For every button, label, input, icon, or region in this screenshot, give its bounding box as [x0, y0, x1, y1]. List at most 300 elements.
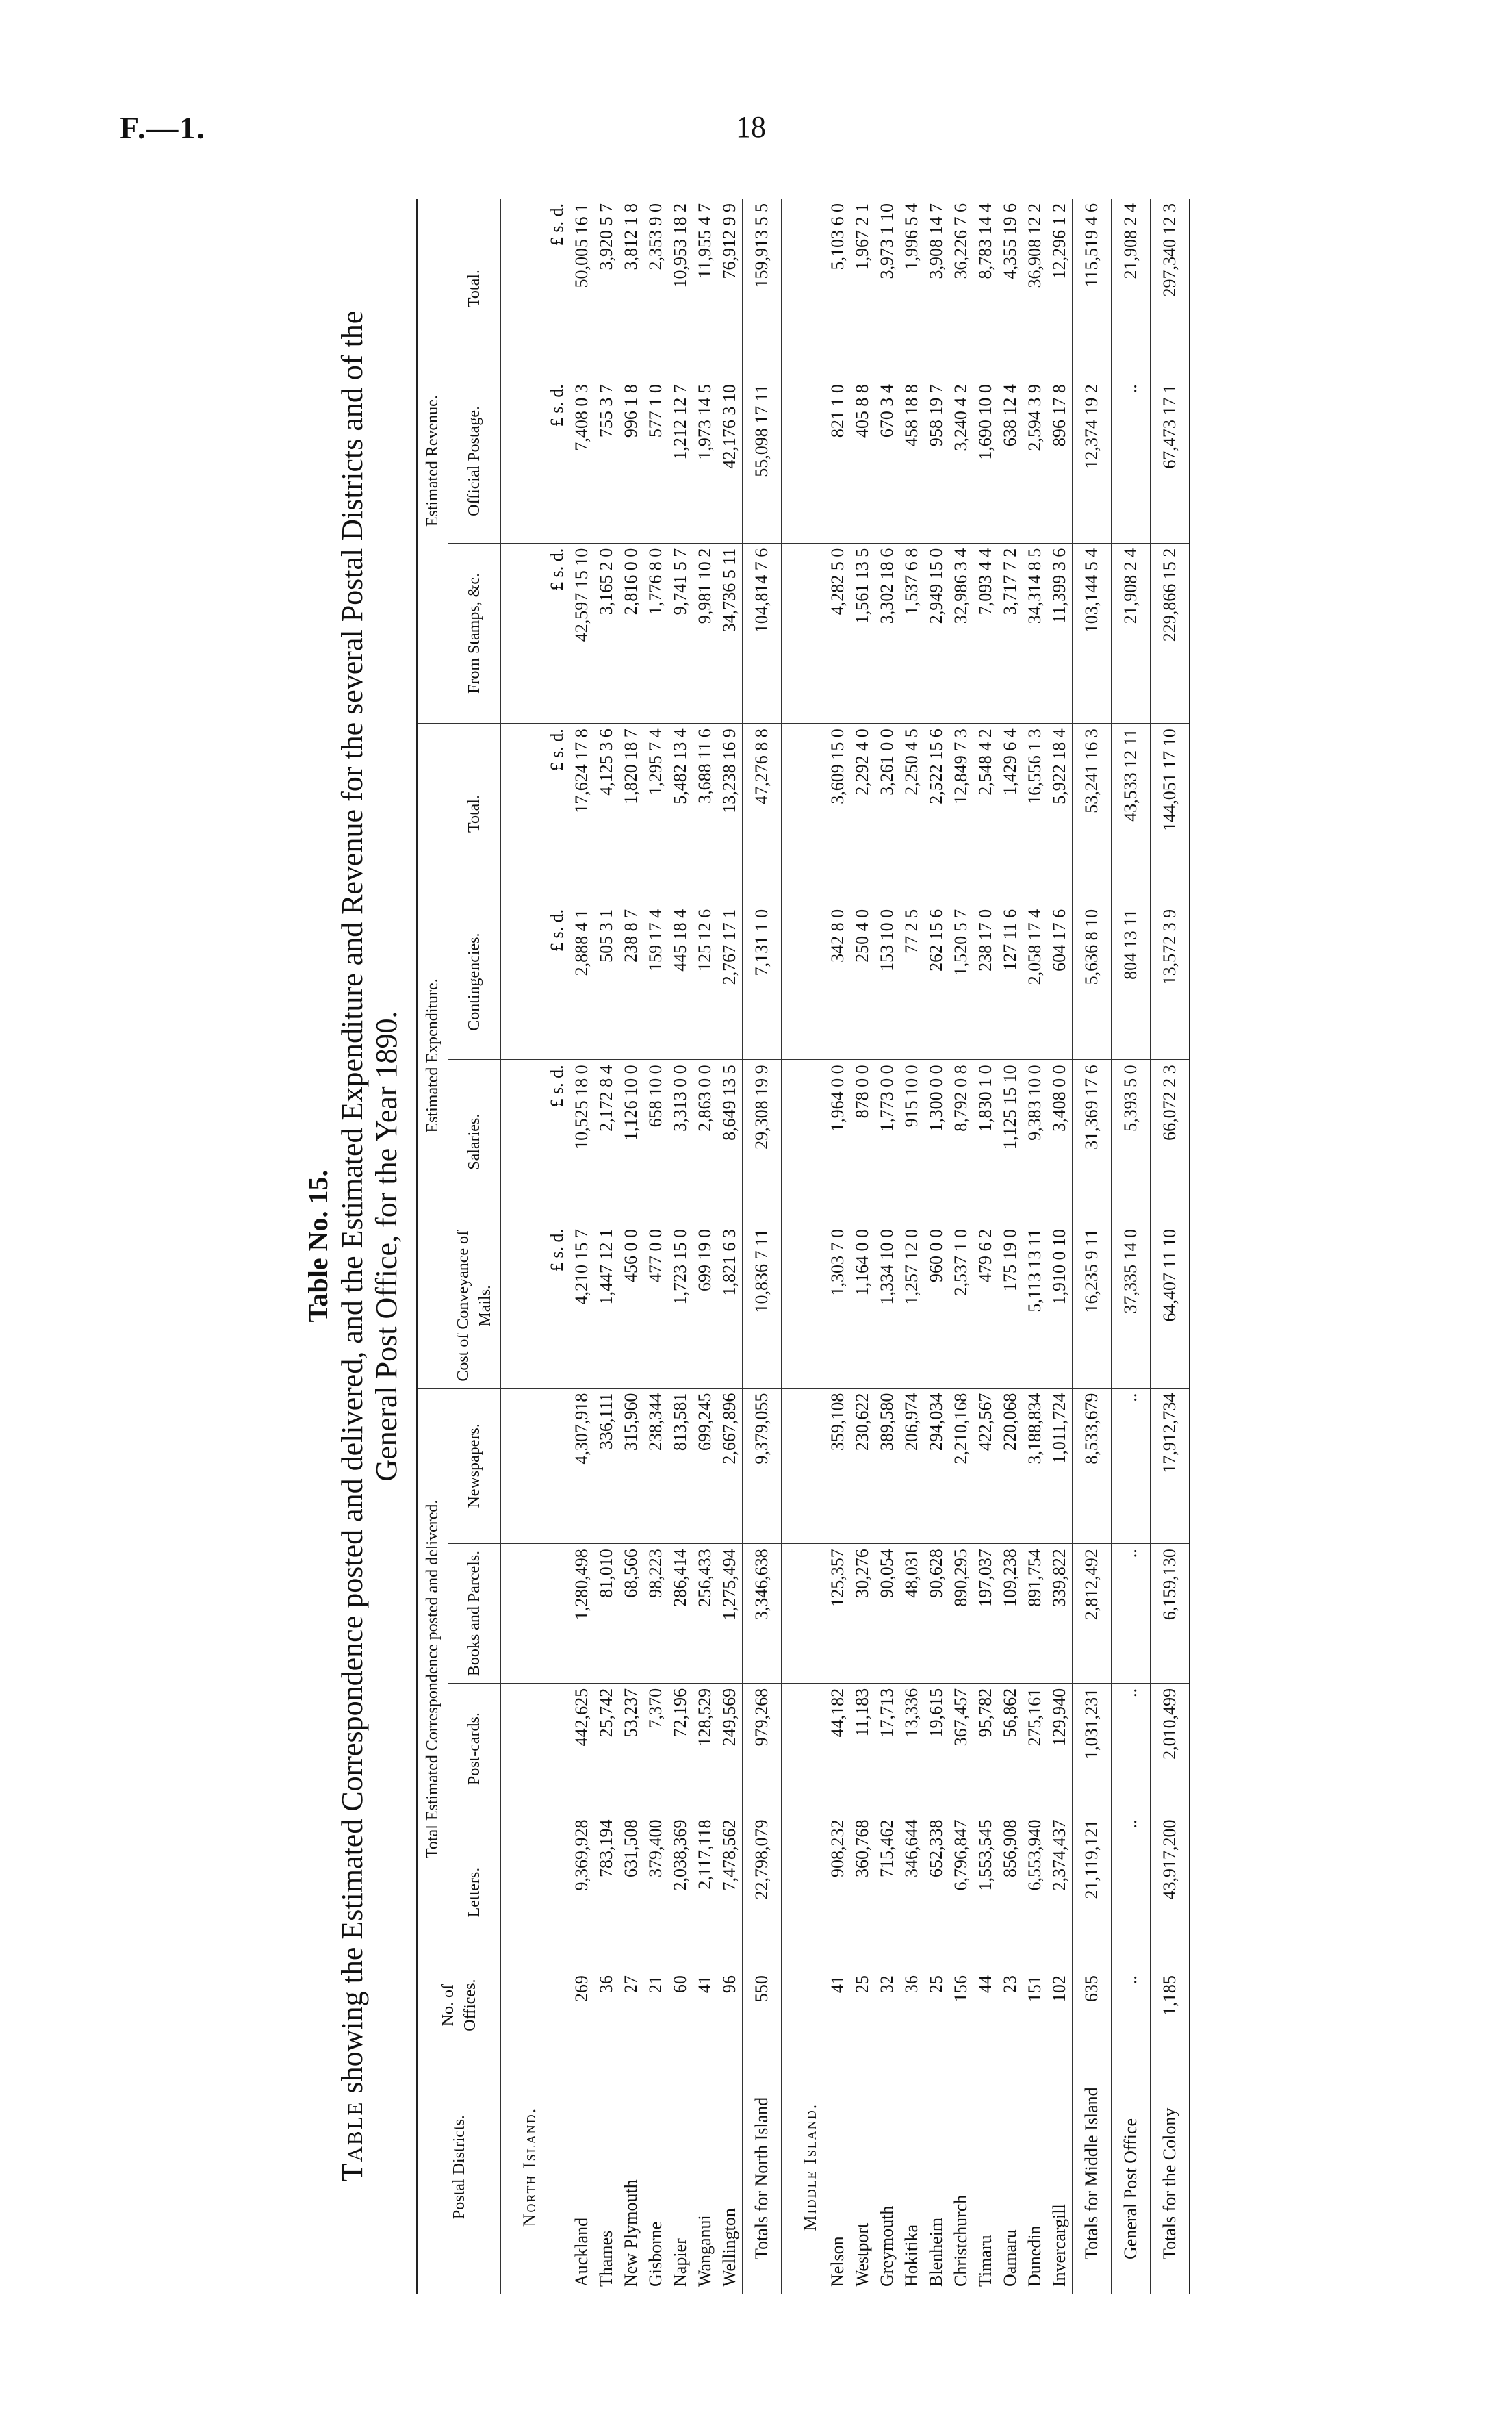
district-name: Thames [596, 2230, 616, 2287]
data-cell: 2,250 4 5 [899, 724, 924, 904]
data-cell: 95,782 [973, 1683, 998, 1814]
data-cell: 11,955 4 7 [693, 199, 717, 379]
empty-cell [501, 1970, 546, 2040]
data-cell: 3,973 1 10 [875, 199, 899, 379]
data-cell: 1,429 6 4 [998, 724, 1023, 904]
section-heading-row [782, 199, 826, 2294]
gpo-cell: .. [1112, 1388, 1151, 1544]
gpo-label: General Post Office [1112, 2040, 1151, 2294]
table-row [594, 199, 619, 2294]
caption-line-2: General Post Office, for the Year 1890. [370, 1011, 403, 1482]
district-name: Greymouth [877, 2205, 897, 2287]
data-cell: 1,280,498 [569, 1544, 594, 1684]
data-cell: 44 [973, 1970, 998, 2040]
data-cell: 36 [899, 1970, 924, 2040]
data-cell: 577 1 0 [643, 379, 668, 544]
data-cell: 3,408 0 0 [1047, 1060, 1073, 1224]
total-cell: 104,814 7 6 [743, 543, 782, 724]
data-cell: 2,949 15 0 [924, 543, 949, 724]
gpo-cell: .. [1112, 379, 1151, 544]
data-cell: 16,556 1 3 [1023, 724, 1047, 904]
data-cell: 1,257 12 0 [899, 1224, 924, 1389]
data-cell: 53,237 [619, 1683, 643, 1814]
data-cell: 36 [594, 1970, 619, 2040]
data-cell: 1,125 15 10 [998, 1060, 1023, 1224]
district-name: Wanganui [695, 2215, 715, 2287]
district-name: Blenheim [926, 2217, 946, 2287]
data-cell: 389,580 [875, 1388, 899, 1544]
data-cell: 275,161 [1023, 1683, 1047, 1814]
data-cell: 652,338 [924, 1814, 949, 1970]
table-row [619, 199, 643, 2294]
data-cell: 1,723 15 0 [668, 1224, 693, 1389]
data-cell: 10,525 18 0 [569, 1060, 594, 1224]
data-cell: 27 [619, 1970, 643, 2040]
data-cell: 2,594 3 9 [1023, 379, 1047, 544]
data-cell: 360,768 [850, 1814, 875, 1970]
data-cell: 1,126 10 0 [619, 1060, 643, 1224]
table-row [1023, 199, 1047, 2294]
col-postcards: Post-cards. [448, 1683, 501, 1814]
empty-cell [501, 904, 546, 1060]
data-cell: 3,165 2 0 [594, 543, 619, 724]
total-cell: 635 [1073, 1970, 1112, 2040]
colony-cell: 1,185 [1151, 1970, 1190, 2040]
empty-cell [501, 724, 546, 904]
empty-cell [782, 1224, 826, 1389]
empty-cell [782, 1970, 826, 2040]
data-cell: 1,334 10 0 [875, 1224, 899, 1389]
empty-cell [782, 1544, 826, 1684]
table-row [668, 199, 693, 2294]
data-cell: 2,863 0 0 [693, 1060, 717, 1224]
empty-cell [782, 379, 826, 544]
col-postage: Official Postage. [448, 379, 501, 544]
lsd-unit-label: £ s. d. [545, 904, 569, 1060]
data-cell: 3,717 7 2 [998, 543, 1023, 724]
empty-cell [545, 1683, 569, 1814]
data-cell: 658 10 0 [643, 1060, 668, 1224]
data-cell: 90,054 [875, 1544, 899, 1684]
data-cell: 908,232 [825, 1814, 850, 1970]
total-cell: 3,346,638 [743, 1544, 782, 1684]
data-cell: 1,973 14 5 [693, 379, 717, 544]
data-cell: 1,553,545 [973, 1814, 998, 1970]
data-cell: 958 19 7 [924, 379, 949, 544]
district-name: Dunedin [1025, 2225, 1045, 2287]
data-cell: 8,792 0 8 [949, 1060, 973, 1224]
data-cell: 1,300 0 0 [924, 1060, 949, 1224]
data-cell: 2,522 15 6 [924, 724, 949, 904]
table-body [501, 199, 1190, 2294]
data-cell: 379,400 [643, 1814, 668, 1970]
colony-cell: 6,159,130 [1151, 1544, 1190, 1684]
table-row [825, 199, 850, 2294]
table-row [998, 199, 1023, 2294]
data-cell: 68,566 [619, 1544, 643, 1684]
data-cell: 5,103 6 0 [825, 199, 850, 379]
lsd-unit-label: £ s. d. [545, 379, 569, 544]
colony-cell: 43,917,200 [1151, 1814, 1190, 1970]
data-cell: 996 1 8 [619, 379, 643, 544]
data-cell: 1,537 6 8 [899, 543, 924, 724]
colony-cell: 13,572 3 9 [1151, 904, 1190, 1060]
total-cell: 7,131 1 0 [743, 904, 782, 1060]
data-cell: 2,058 17 4 [1023, 904, 1047, 1060]
data-cell: 1,520 5 7 [949, 904, 973, 1060]
total-label: Totals for North Island [743, 2040, 782, 2294]
gpo-cell: 37,335 14 0 [1112, 1224, 1151, 1389]
data-cell: 230,622 [850, 1388, 875, 1544]
data-cell: 2,888 4 1 [569, 904, 594, 1060]
total-cell: 16,235 9 11 [1073, 1224, 1112, 1389]
data-cell: 156 [949, 1970, 973, 2040]
data-cell: 3,188,834 [1023, 1388, 1047, 1544]
total-cell: 159,913 5 5 [743, 199, 782, 379]
data-cell: 128,529 [693, 1683, 717, 1814]
total-cell: 47,276 8 8 [743, 724, 782, 904]
data-cell: 9,369,928 [569, 1814, 594, 1970]
data-cell: 2,816 0 0 [619, 543, 643, 724]
data-cell: 8,783 14 4 [973, 199, 998, 379]
data-cell: 12,296 1 2 [1047, 199, 1073, 379]
table-row [899, 199, 924, 2294]
data-cell: 77 2 5 [899, 904, 924, 1060]
data-cell: 48,031 [899, 1544, 924, 1684]
data-cell: 856,908 [998, 1814, 1023, 1970]
data-cell: 269 [569, 1970, 594, 2040]
data-cell: 9,981 10 2 [693, 543, 717, 724]
total-cell: 2,812,492 [1073, 1544, 1112, 1684]
data-cell: 891,754 [1023, 1544, 1047, 1684]
data-cell: 342 8 0 [825, 904, 850, 1060]
document-reference: F.—1. [120, 110, 206, 145]
total-cell: 115,519 4 6 [1073, 199, 1112, 379]
data-cell: 783,194 [594, 1814, 619, 1970]
data-cell: 715,462 [875, 1814, 899, 1970]
district-name: Christchurch [951, 2194, 971, 2287]
empty-cell [501, 1388, 546, 1544]
data-cell: 256,433 [693, 1544, 717, 1684]
table-row [693, 199, 717, 2294]
data-cell: 505 3 1 [594, 904, 619, 1060]
data-cell: 127 11 6 [998, 904, 1023, 1060]
data-cell: 30,276 [850, 1544, 875, 1684]
data-cell: 4,125 3 6 [594, 724, 619, 904]
colony-label: Totals for the Colony [1151, 2040, 1190, 2294]
table-row [569, 199, 594, 2294]
total-cell: 5,636 8 10 [1073, 904, 1112, 1060]
data-cell: 13,336 [899, 1683, 924, 1814]
district-name: Westport [852, 2222, 872, 2287]
data-cell: 1,964 0 0 [825, 1060, 850, 1224]
lsd-unit-label: £ s. d. [545, 1060, 569, 1224]
district-name: Nelson [828, 2236, 847, 2287]
data-cell: 4,355 19 6 [998, 199, 1023, 379]
total-cell: 1,031,231 [1073, 1683, 1112, 1814]
gpo-cell: .. [1112, 1544, 1151, 1684]
data-cell: 1,830 1 0 [973, 1060, 998, 1224]
data-cell: 422,567 [973, 1388, 998, 1544]
data-cell: 359,108 [825, 1388, 850, 1544]
group-revenue: Estimated Revenue. [417, 199, 448, 724]
page-number: 18 [736, 110, 766, 144]
data-cell: 98,223 [643, 1544, 668, 1684]
gpo-cell: .. [1112, 1814, 1151, 1970]
district-name: New Plymouth [621, 2179, 641, 2287]
gpo-cell: 43,533 12 11 [1112, 724, 1151, 904]
data-cell: 175 19 0 [998, 1224, 1023, 1389]
gpo-cell: .. [1112, 1683, 1151, 1814]
empty-cell [501, 1224, 546, 1389]
empty-cell [501, 199, 546, 379]
gpo-cell: 804 13 11 [1112, 904, 1151, 1060]
data-cell: 821 1 0 [825, 379, 850, 544]
data-cell: 6,553,940 [1023, 1814, 1047, 1970]
group-expenditure: Estimated Expenditure. [417, 724, 448, 1388]
empty-cell [782, 1683, 826, 1814]
col-offices: No. of Offices. [417, 1970, 501, 2040]
data-cell: 1,275,494 [717, 1544, 743, 1684]
col-books: Books and Parcels. [448, 1544, 501, 1684]
gpo-cell: .. [1112, 1970, 1151, 2040]
data-cell: 10,953 18 2 [668, 199, 693, 379]
data-cell: 36,226 7 6 [949, 199, 973, 379]
data-cell: 5,922 18 4 [1047, 724, 1073, 904]
empty-cell [545, 1814, 569, 1970]
data-cell: 129,940 [1047, 1683, 1073, 1814]
colony-cell: 66,072 2 3 [1151, 1060, 1190, 1224]
unit-row [545, 199, 569, 2294]
data-cell: 1,011,724 [1047, 1388, 1073, 1544]
district-name: Timaru [975, 2235, 995, 2287]
total-row [743, 199, 782, 2294]
table-row [949, 199, 973, 2294]
data-cell: 220,068 [998, 1388, 1023, 1544]
lsd-unit-label: £ s. d. [545, 543, 569, 724]
header-row-groups [417, 199, 448, 2294]
data-cell: 11,183 [850, 1683, 875, 1814]
total-label: Totals for Middle Island [1073, 2040, 1112, 2294]
colony-cell: 17,912,734 [1151, 1388, 1190, 1544]
empty-cell [782, 1388, 826, 1544]
data-cell: 8,649 13 5 [717, 1060, 743, 1224]
table-row [717, 199, 743, 2294]
section-heading-row [501, 199, 546, 2294]
colony-row [1151, 199, 1190, 2294]
data-cell: 262 15 6 [924, 904, 949, 1060]
data-cell: 2,374,437 [1047, 1814, 1073, 1970]
colony-cell: 297,340 12 3 [1151, 199, 1190, 379]
gpo-cell: 21,908 2 4 [1112, 199, 1151, 379]
total-cell: 21,119,121 [1073, 1814, 1112, 1970]
data-cell: 699 19 0 [693, 1224, 717, 1389]
data-cell: 896 17 8 [1047, 379, 1073, 544]
total-cell: 31,369 17 6 [1073, 1060, 1112, 1224]
data-cell: 9,383 10 0 [1023, 1060, 1047, 1224]
total-cell: 53,241 16 3 [1073, 724, 1112, 904]
data-cell: 125,357 [825, 1544, 850, 1684]
data-cell: 21 [643, 1970, 668, 2040]
section-heading: Middle Island. [800, 2103, 820, 2231]
data-cell: 960 0 0 [924, 1224, 949, 1389]
empty-cell [501, 543, 546, 724]
total-cell: 550 [743, 1970, 782, 2040]
data-cell: 3,313 0 0 [668, 1060, 693, 1224]
empty-cell [545, 1544, 569, 1684]
data-cell: 1,773 0 0 [875, 1060, 899, 1224]
district-name: Gisborne [645, 2221, 665, 2287]
data-cell: 890,295 [949, 1544, 973, 1684]
data-cell: 153 10 0 [875, 904, 899, 1060]
data-cell: 3,240 4 2 [949, 379, 973, 544]
data-cell: 638 12 4 [998, 379, 1023, 544]
data-cell: 25,742 [594, 1683, 619, 1814]
data-cell: 42,176 3 10 [717, 379, 743, 544]
colony-cell: 2,010,499 [1151, 1683, 1190, 1814]
district-name: Napier [670, 2238, 690, 2287]
district-name: Hokitika [901, 2224, 921, 2287]
total-row [1073, 199, 1112, 2294]
data-cell: 7,370 [643, 1683, 668, 1814]
data-cell: 36,908 12 2 [1023, 199, 1047, 379]
data-cell: 315,960 [619, 1388, 643, 1544]
district-name: Invercargill [1049, 2204, 1069, 2287]
data-cell: 32 [875, 1970, 899, 2040]
data-cell: 1,561 13 5 [850, 543, 875, 724]
data-cell: 1,820 18 7 [619, 724, 643, 904]
data-cell: 72,196 [668, 1683, 693, 1814]
colony-cell: 64,407 11 10 [1151, 1224, 1190, 1389]
data-cell: 1,967 2 1 [850, 199, 875, 379]
data-cell: 456 0 0 [619, 1224, 643, 1389]
total-cell: 22,798,079 [743, 1814, 782, 1970]
data-cell: 915 10 0 [899, 1060, 924, 1224]
data-cell: 878 0 0 [850, 1060, 875, 1224]
data-cell: 3,920 5 7 [594, 199, 619, 379]
data-cell: 159 17 4 [643, 904, 668, 1060]
data-cell: 1,164 0 0 [850, 1224, 875, 1389]
data-cell: 17,713 [875, 1683, 899, 1814]
data-cell: 7,093 4 4 [973, 543, 998, 724]
data-cell: 2,117,118 [693, 1814, 717, 1970]
rotated-table-area [301, 199, 1512, 2294]
col-rev-total: Total. [448, 199, 501, 379]
data-cell: 1,690 10 0 [973, 379, 998, 544]
data-cell: 339,822 [1047, 1544, 1073, 1684]
data-cell: 96 [717, 1970, 743, 2040]
data-cell: 2,548 4 2 [973, 724, 998, 904]
data-cell: 1,776 8 0 [643, 543, 668, 724]
table-caption [301, 199, 404, 2294]
data-cell: 2,210,168 [949, 1388, 973, 1544]
data-cell: 2,353 9 0 [643, 199, 668, 379]
table-row [875, 199, 899, 2294]
col-contingencies: Contingencies. [448, 904, 501, 1060]
caption-lead: Table [335, 2101, 369, 2182]
data-cell: 445 18 4 [668, 904, 693, 1060]
table-row [643, 199, 668, 2294]
table-row [1047, 199, 1073, 2294]
colony-cell: 67,473 17 1 [1151, 379, 1190, 544]
data-cell: 699,245 [693, 1388, 717, 1544]
data-cell: 44,182 [825, 1683, 850, 1814]
data-cell: 1,295 7 4 [643, 724, 668, 904]
data-cell: 9,741 5 7 [668, 543, 693, 724]
data-cell: 3,812 1 8 [619, 199, 643, 379]
empty-cell [501, 1544, 546, 1684]
data-cell: 238,344 [643, 1388, 668, 1544]
total-cell: 979,268 [743, 1683, 782, 1814]
data-cell: 346,644 [899, 1814, 924, 1970]
data-cell: 670 3 4 [875, 379, 899, 544]
empty-cell [501, 379, 546, 544]
total-cell: 8,533,679 [1073, 1388, 1112, 1544]
gpo-cell: 5,393 5 0 [1112, 1060, 1151, 1224]
data-cell: 2,537 1 0 [949, 1224, 973, 1389]
data-cell: 250 4 0 [850, 904, 875, 1060]
data-cell: 1,996 5 4 [899, 199, 924, 379]
data-cell: 294,034 [924, 1388, 949, 1544]
data-cell: 604 17 6 [1047, 904, 1073, 1060]
data-cell: 3,609 15 0 [825, 724, 850, 904]
colony-cell: 144,051 17 10 [1151, 724, 1190, 904]
data-cell: 479 6 2 [973, 1224, 998, 1389]
data-cell: 755 3 7 [594, 379, 619, 544]
district-cell [545, 2040, 569, 2294]
data-cell: 90,628 [924, 1544, 949, 1684]
data-cell: 12,849 7 3 [949, 724, 973, 904]
col-stamps: From Stamps, &c. [448, 543, 501, 724]
data-cell: 3,302 18 6 [875, 543, 899, 724]
empty-cell [782, 1060, 826, 1224]
data-cell: 41 [693, 1970, 717, 2040]
data-cell: 109,238 [998, 1544, 1023, 1684]
data-cell: 125 12 6 [693, 904, 717, 1060]
data-cell: 4,307,918 [569, 1388, 594, 1544]
gpo-row [1112, 199, 1151, 2294]
table-row [850, 199, 875, 2294]
data-cell: 1,821 6 3 [717, 1224, 743, 1389]
col-district: Postal Districts. [417, 2040, 501, 2294]
data-cell: 32,986 3 4 [949, 543, 973, 724]
data-cell: 1,212 12 7 [668, 379, 693, 544]
data-cell: 405 8 8 [850, 379, 875, 544]
data-cell: 5,113 13 11 [1023, 1224, 1047, 1389]
empty-cell [782, 199, 826, 379]
data-cell: 1,303 7 0 [825, 1224, 850, 1389]
empty-cell [501, 1814, 546, 1970]
data-cell: 41 [825, 1970, 850, 2040]
lsd-unit-label: £ s. d. [545, 1224, 569, 1389]
col-salaries: Salaries. [448, 1060, 501, 1224]
lsd-unit-label: £ s. d. [545, 724, 569, 904]
table-row [973, 199, 998, 2294]
data-cell: 197,037 [973, 1544, 998, 1684]
empty-cell [782, 904, 826, 1060]
data-cell: 2,172 8 4 [594, 1060, 619, 1224]
data-cell: 7,408 0 3 [569, 379, 594, 544]
data-cell: 5,482 13 4 [668, 724, 693, 904]
group-correspondence: Total Estimated Correspondence posted and delivered. [417, 1388, 448, 1970]
data-cell: 17,624 17 8 [569, 724, 594, 904]
data-cell: 1,447 12 1 [594, 1224, 619, 1389]
caption-line-1 [335, 199, 370, 2294]
total-cell: 12,374 19 2 [1073, 379, 1112, 544]
data-cell: 2,767 17 1 [717, 904, 743, 1060]
data-cell: 238 17 0 [973, 904, 998, 1060]
total-cell: 29,308 19 9 [743, 1060, 782, 1224]
